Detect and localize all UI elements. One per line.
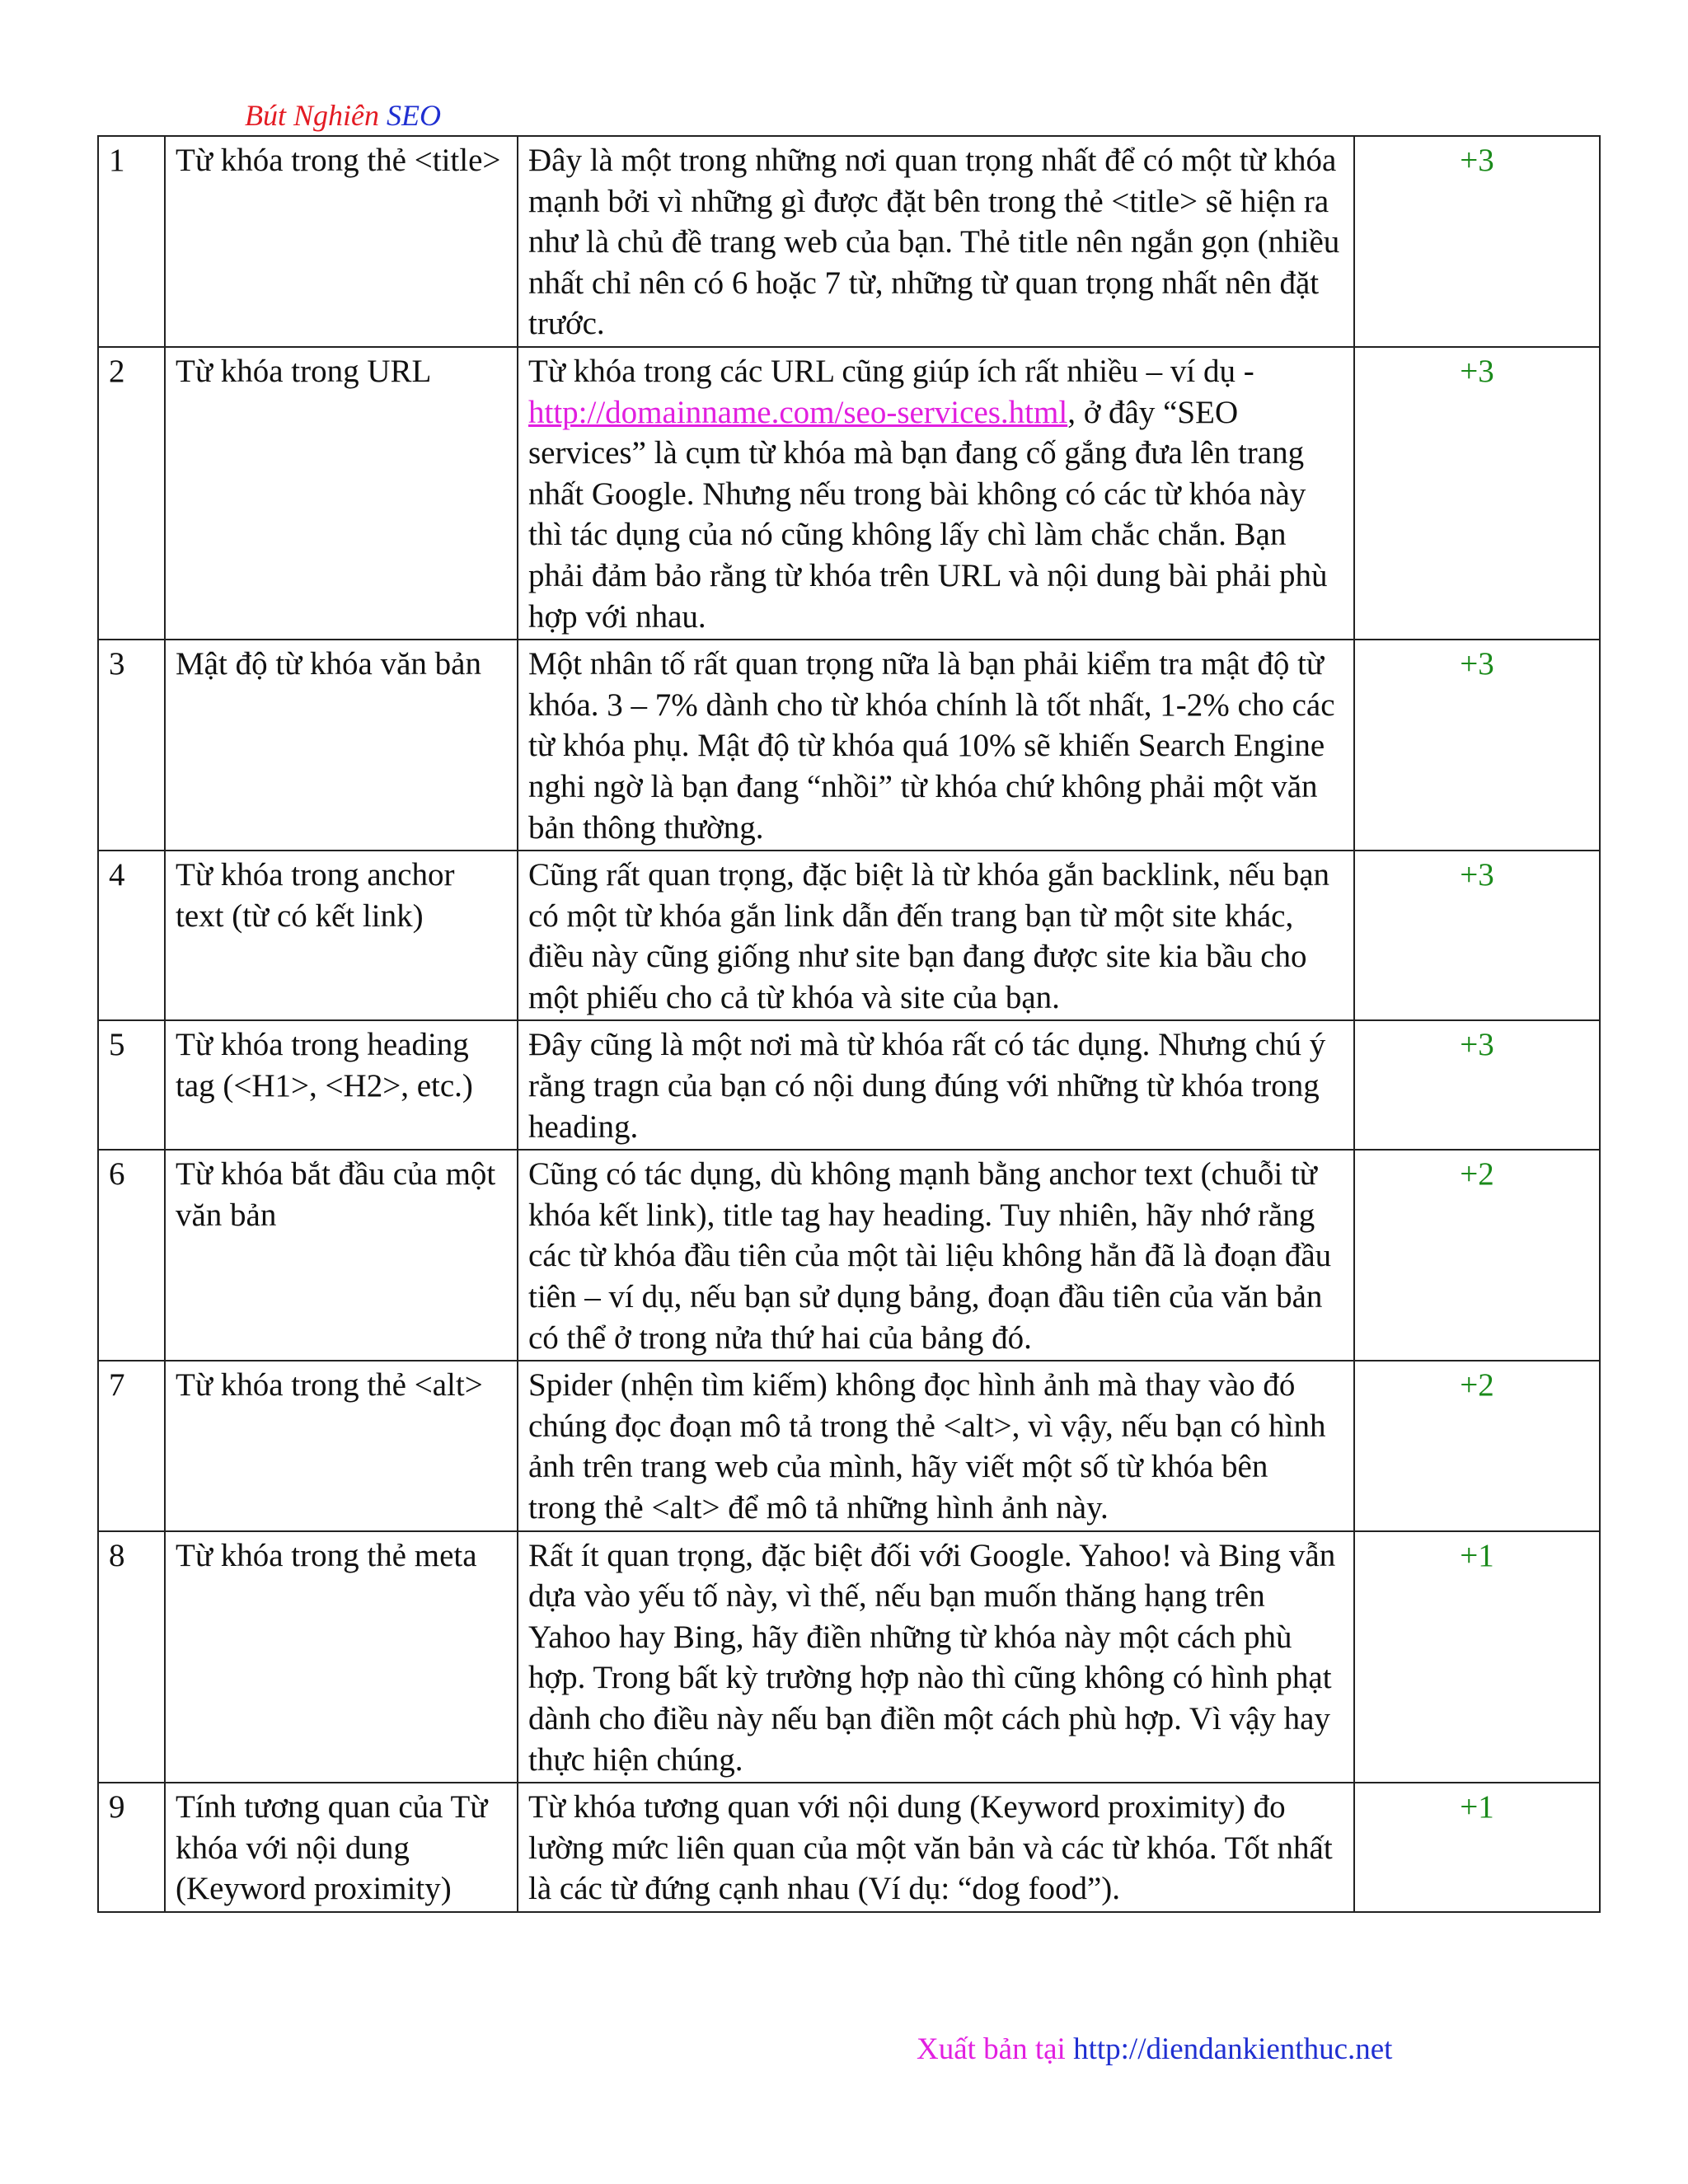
factor-name: Mật độ từ khóa văn bản [165, 640, 518, 851]
factor-description: Rất ít quan trọng, đặc biệt đối với Google. Yahoo! và Bing vẫn dựa vào yếu tố này, vì thế, nếu bạn muốn thăng hạng trên Yahoo hay Bing, hãy điền những từ khóa này một cách phù hợp. Trong bất kỳ trường hợp nào thì cũng không có hình phạt dành cho điều này nếu bạn điền một cách phù hợp. Vì vậy hay thực hiện chúng. [518, 1531, 1354, 1783]
factor-score: +1 [1354, 1531, 1600, 1783]
factor-description: Từ khóa tương quan với nội dung (Keyword proximity) đo lường mức liên quan của một văn bản và các từ khóa. Tốt nhất là các từ đứng cạnh nhau (Ví dụ: “dog food”). [518, 1783, 1354, 1912]
row-number: 9 [98, 1783, 165, 1912]
factor-description: Một nhân tố rất quan trọng nữa là bạn phải kiểm tra mật độ từ khóa. 3 – 7% dành cho từ khóa chính là tốt nhất, 1-2% cho các từ khóa phụ. Mật độ từ khóa quá 10% sẽ khiến Search Engine nghi ngờ là bạn đang “nhồi” từ khóa chứ không phải một văn bản thông thường. [518, 640, 1354, 851]
factor-description [518, 347, 1354, 640]
factor-name: Từ khóa trong thẻ meta [165, 1531, 518, 1783]
factor-score: +2 [1354, 1150, 1600, 1361]
factor-name: Từ khóa trong URL [165, 347, 518, 640]
description-text-before-link: Từ khóa trong các URL cũng giúp ích rất nhiều – ví dụ - [528, 353, 1254, 389]
header-seo-text: SEO [386, 99, 441, 132]
factor-score: +1 [1354, 1783, 1600, 1912]
table-row [98, 347, 1600, 640]
seo-factors-table [97, 135, 1601, 1913]
factor-name: Tính tương quan của Từ khóa với nội dung (Keyword proximity) [165, 1783, 518, 1912]
factor-description: Cũng rất quan trọng, đặc biệt là từ khóa gắn backlink, nếu bạn có một từ khóa gắn link dẫn đến trang bạn từ một site khác, điều này cũng giống như site bạn đang được site kia bầu cho một phiếu cho cả từ khóa và site của bạn. [518, 851, 1354, 1020]
table-row [98, 1361, 1600, 1530]
factor-name: Từ khóa trong thẻ <title> [165, 136, 518, 347]
factor-score: +2 [1354, 1361, 1600, 1530]
row-number: 2 [98, 347, 165, 640]
table-row [98, 136, 1600, 347]
row-number: 8 [98, 1531, 165, 1783]
factor-score: +3 [1354, 851, 1600, 1020]
row-number: 6 [98, 1150, 165, 1361]
row-number: 1 [98, 136, 165, 347]
table-row [98, 1150, 1600, 1361]
footer-url-link[interactable]: http://diendankienthuc.net [1073, 2032, 1393, 2066]
factor-description: Spider (nhện tìm kiếm) không đọc hình ảnh mà thay vào đó chúng đọc đoạn mô tả trong thẻ <alt>, vì vậy, nếu bạn có hình ảnh trên trang web của mình, hãy viết một số từ khóa bên trong thẻ <alt> để mô tả những hình ảnh này. [518, 1361, 1354, 1530]
row-number: 3 [98, 640, 165, 851]
row-number: 7 [98, 1361, 165, 1530]
table-row [98, 640, 1600, 851]
table-row [98, 1020, 1600, 1150]
factor-name: Từ khóa trong thẻ <alt> [165, 1361, 518, 1530]
table-row [98, 1783, 1600, 1912]
example-url-link[interactable]: http://domainname.com/seo-services.html [528, 394, 1068, 430]
factor-name: Từ khóa trong heading tag (<H1>, <H2>, etc.) [165, 1020, 518, 1150]
factor-score: +3 [1354, 640, 1600, 851]
factor-description: Đây là một trong những nơi quan trọng nhất để có một từ khóa mạnh bởi vì những gì được đặt bên trong thẻ <title> sẽ hiện ra như là chủ đề trang web của bạn. Thẻ title nên ngắn gọn (nhiều nhất chỉ nên có 6 hoặc 7 từ, những từ quan trọng nhất nên đặt trước. [518, 136, 1354, 347]
description-text-after-link: , ở đây “SEO services” là cụm từ khóa mà bạn đang cố gắng đưa lên trang nhất Google. Nhưng nếu trong bài không có các từ khóa này thì tác dụng của nó cũng không lấy chì làm chắc chắn. Bạn phải đảm bảo rằng từ khóa trên URL và nội dung bài phải phù hợp với nhau. [528, 394, 1328, 635]
factor-score: +3 [1354, 347, 1600, 640]
factor-name: Từ khóa bắt đầu của một văn bản [165, 1150, 518, 1361]
document-header [245, 97, 441, 134]
factor-description: Cũng có tác dụng, dù không mạnh bằng anchor text (chuỗi từ khóa kết link), title tag hay heading. Tuy nhiên, hãy nhớ rằng các từ khóa đầu tiên của một tài liệu không hẳn đã là đoạn đầu tiên – ví dụ, nếu bạn sử dụng bảng, đoạn đầu tiên của văn bản có thể ở trong nửa thứ hai của bảng đó. [518, 1150, 1354, 1361]
row-number: 4 [98, 851, 165, 1020]
factor-name: Từ khóa trong anchor text (từ có kết link) [165, 851, 518, 1020]
table-row [98, 851, 1600, 1020]
factor-score: +3 [1354, 136, 1600, 347]
factor-score: +3 [1354, 1020, 1600, 1150]
row-number: 5 [98, 1020, 165, 1150]
header-brand-text: Bút Nghiên [245, 99, 379, 132]
table-row [98, 1531, 1600, 1783]
footer-label: Xuất bản tại [917, 2032, 1066, 2066]
factor-description: Đây cũng là một nơi mà từ khóa rất có tác dụng. Nhưng chú ý rằng tragn của bạn có nội dung đúng với những từ khóa trong heading. [518, 1020, 1354, 1150]
publish-footer [917, 2031, 1392, 2069]
